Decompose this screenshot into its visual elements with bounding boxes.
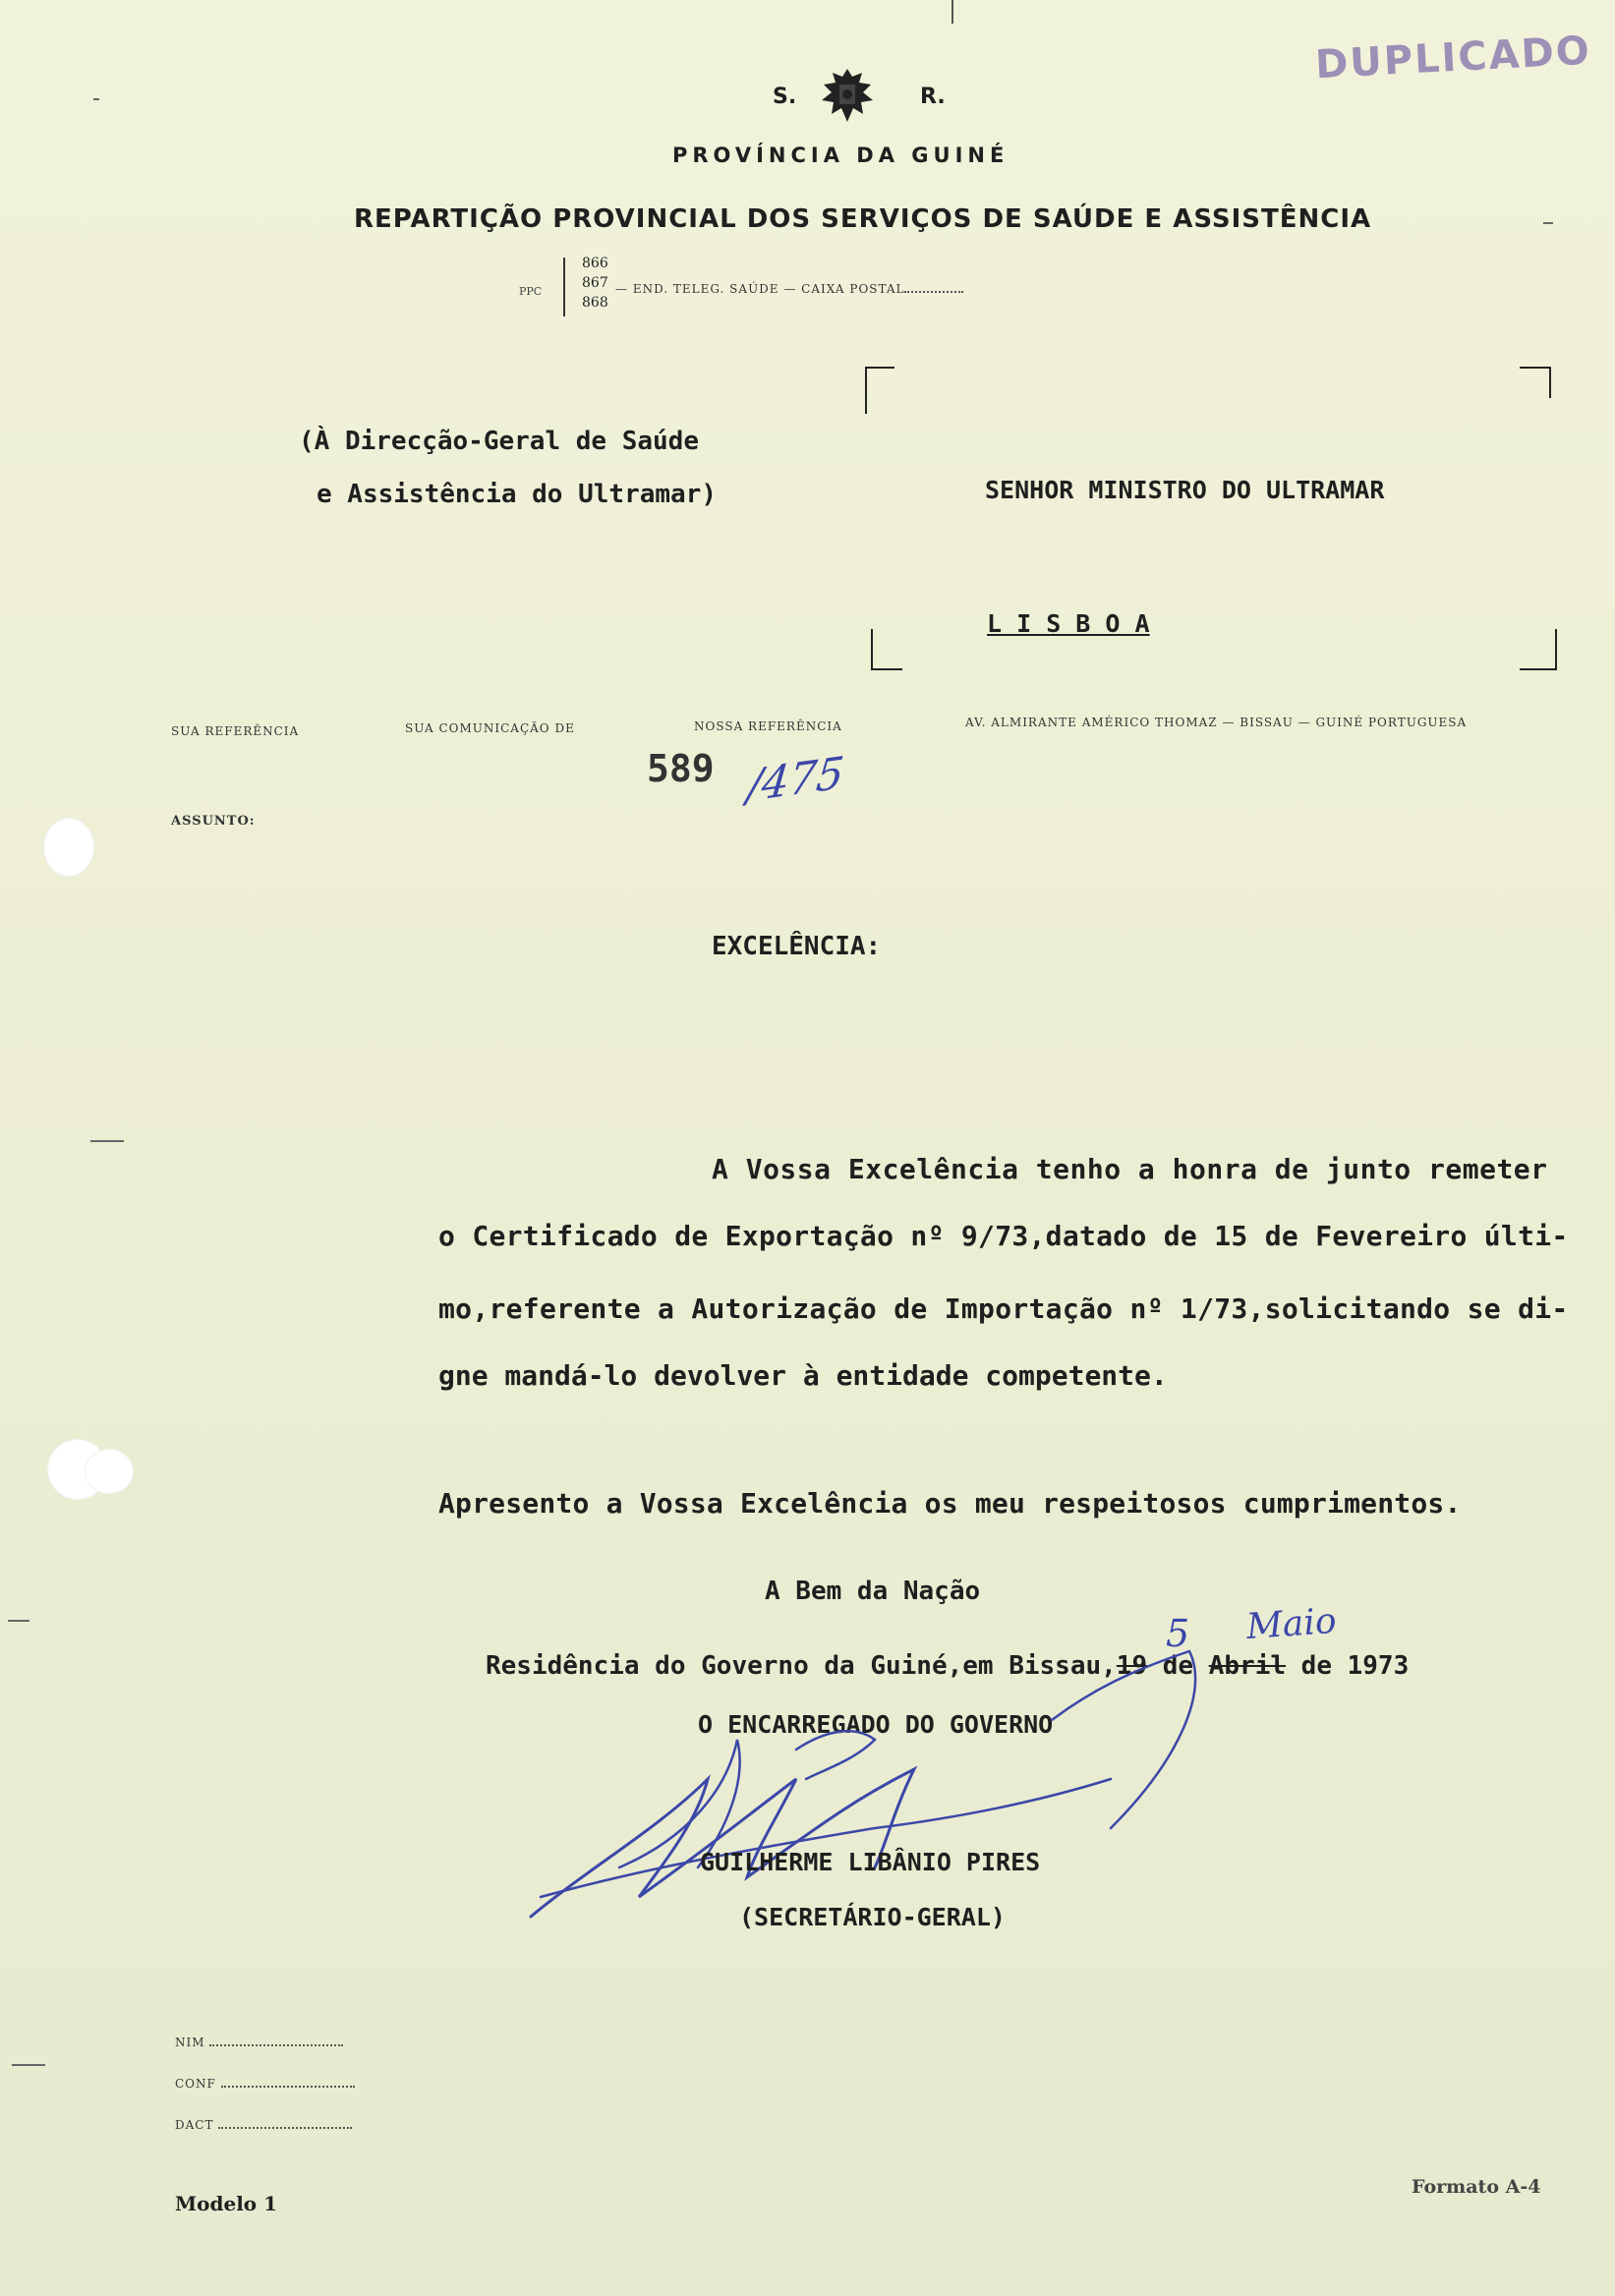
crest-right-letter: R. <box>920 85 946 109</box>
recipient-line-2: e Assistência do Ultramar) <box>317 480 717 509</box>
margin-mark-2 <box>1543 222 1553 224</box>
reference-number: 589 <box>647 747 715 790</box>
nim-field <box>175 2035 343 2049</box>
dact-dots <box>218 2117 352 2129</box>
signatory-role: (SECRETÁRIO-GERAL) <box>739 1903 1006 1931</box>
destination-city: L I S B O A <box>987 609 1150 638</box>
salutation: EXCELÊNCIA: <box>712 932 882 961</box>
addressee: SENHOR MINISTRO DO ULTRAMAR <box>985 476 1385 504</box>
date-de: de <box>1147 1651 1209 1681</box>
conf-dots <box>221 2076 355 2088</box>
sender-address: AV. ALMIRANTE AMÉRICO THOMAZ — BISSAU — GUINÉ PORTUGUESA <box>965 716 1468 729</box>
handwritten-reference-text: /475 <box>744 747 847 813</box>
body-line-3: mo,referente a Autorização de Importação nº 1/73,solicitando se di- <box>438 1292 1569 1325</box>
assunto-label: ASSUNTO: <box>171 814 256 829</box>
caixa-postal-dots <box>904 281 963 293</box>
signatory-title: O ENCARREGADO DO GOVERNO <box>698 1710 1054 1739</box>
ppc-number-3: 868 <box>582 295 608 311</box>
ppc-label: PPC <box>519 285 543 298</box>
place-prefix: Residência do Governo da Guiné,em Bissau, <box>486 1651 1117 1681</box>
margin-mark-1 <box>93 98 99 100</box>
duplicado-stamp: DUPLICADO <box>1313 28 1592 88</box>
window-corner-tr <box>1520 367 1551 398</box>
sua-comunicacao-label: SUA COMUNICAÇÃO DE <box>405 721 575 735</box>
handwritten-day: 5 <box>1166 1612 1190 1655</box>
motto: A Bem da Nação <box>765 1577 981 1606</box>
handwritten-month: Maio <box>1244 1600 1338 1648</box>
modelo-label: Modelo 1 <box>175 2192 278 2215</box>
sua-referencia-label: SUA REFERÊNCIA <box>171 724 300 738</box>
ppc-number-2: 867 <box>582 275 608 291</box>
signatory-name: GUILHERME LIBÂNIO PIRES <box>700 1848 1041 1876</box>
crest-left-letter: S. <box>773 85 797 109</box>
struck-day: 19 <box>1116 1651 1148 1681</box>
margin-mark-3 <box>90 1140 124 1142</box>
telegraph-text: — END. TELEG. SAÚDE — CAIXA POSTAL <box>615 282 905 296</box>
conf-field <box>175 2076 355 2091</box>
window-corner-br <box>1520 629 1557 670</box>
margin-mark-5 <box>12 2064 45 2066</box>
punch-hole-top <box>43 818 94 877</box>
closing-line: Apresento a Vossa Excelência os meu respeitosos cumprimentos. <box>438 1487 1462 1520</box>
conf-label: CONF <box>175 2077 216 2091</box>
ppc-number-1: 866 <box>582 256 608 271</box>
body-line-1: A Vossa Excelência tenho a honra de junto remeter <box>712 1153 1548 1185</box>
top-fold-mark <box>952 0 953 24</box>
recipient-line-1: (À Direcção-Geral de Saúde <box>299 427 699 456</box>
margin-mark-4 <box>8 1620 29 1622</box>
dact-label: DACT <box>175 2118 214 2132</box>
province-heading: PROVÍNCIA DA GUINÉ <box>672 144 1009 167</box>
nim-label: NIM <box>175 2036 205 2049</box>
telegraph-line <box>615 281 963 296</box>
body-line-4: gne mandá-lo devolver à entidade competente. <box>438 1359 1168 1392</box>
punch-hole-bottom-right <box>85 1449 134 1494</box>
signature <box>501 1632 1386 1926</box>
struck-month: Abril <box>1208 1651 1287 1681</box>
window-corner-bl <box>871 629 902 670</box>
dact-field <box>175 2117 352 2132</box>
window-corner-tl <box>865 367 894 414</box>
nim-dots <box>209 2035 343 2046</box>
coat-of-arms-icon <box>820 65 875 126</box>
ppc-brace <box>563 258 568 316</box>
department-heading: REPARTIÇÃO PROVINCIAL DOS SERVIÇOS DE SAÚDE E ASSISTÊNCIA <box>354 204 1372 234</box>
body-line-2: o Certificado de Exportação nº 9/73,datado de 15 de Fevereiro últi- <box>438 1220 1569 1252</box>
handwritten-reference <box>744 747 847 813</box>
year: de 1973 <box>1286 1651 1410 1681</box>
nossa-referencia-label: NOSSA REFERÊNCIA <box>694 719 842 733</box>
formato-label: Formato A-4 <box>1412 2176 1541 2198</box>
